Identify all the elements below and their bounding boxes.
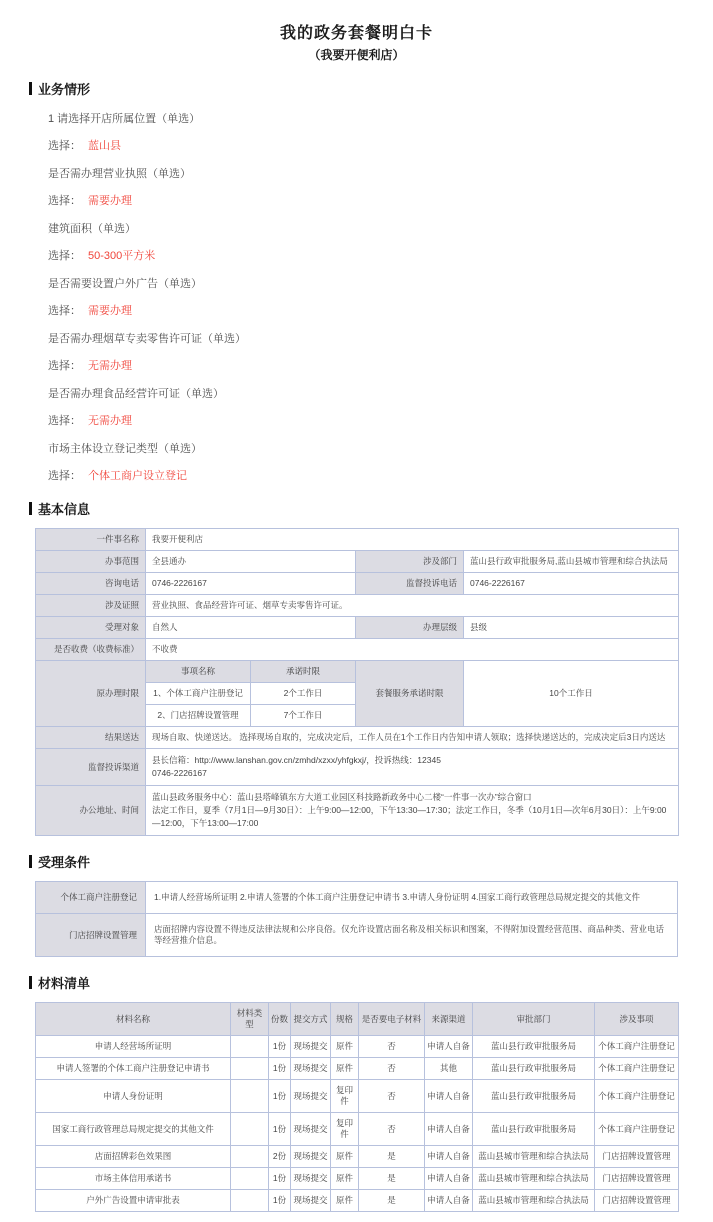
label-cell: 受理对象 — [36, 617, 146, 639]
section-business-title: 业务情形 — [38, 82, 91, 97]
cell: 否 — [359, 1080, 425, 1113]
question-food-license: 是否需办理食品经营许可证（单选） — [48, 388, 224, 400]
answer-prefix: 选择： — [48, 360, 81, 372]
section-acceptance-title: 受理条件 — [38, 855, 91, 870]
cell: 申请人签署的个体工商户注册登记申请书 — [36, 1058, 231, 1080]
answer-prefix: 选择： — [48, 250, 81, 262]
cell: 蓝山县城市管理和综合执法局 — [473, 1146, 595, 1168]
cell: 1份 — [269, 1036, 291, 1058]
label-cell: 原办理时限 — [36, 661, 146, 727]
section-bar-icon — [29, 82, 32, 95]
cell: 1份 — [269, 1113, 291, 1146]
value-cell: 现场自取、快递送达。 选择现场自取的，完成决定后，工作人员在1个工作日内告知申请人领取；选择快递送达的，完成决定后3日内送达 — [146, 727, 679, 749]
table-row — [36, 661, 679, 683]
cell: 原件 — [331, 1146, 359, 1168]
question-outdoor-ad: 是否需要设置户外广告（单选） — [48, 278, 202, 290]
cell: 现场提交 — [291, 1190, 331, 1212]
section-materials-title: 材料清单 — [38, 976, 91, 991]
answer-prefix: 选择： — [48, 305, 81, 317]
value-cell: 0746-2226167 — [464, 573, 679, 595]
header-cell: 涉及事项 — [595, 1003, 679, 1036]
cell: 现场提交 — [291, 1058, 331, 1080]
value-cell: 1、个体工商户注册登记 — [146, 683, 251, 705]
cell: 蓝山县行政审批服务局 — [473, 1113, 595, 1146]
label-cell: 办公地址、时间 — [36, 786, 146, 836]
table-row — [36, 1146, 679, 1168]
complaint-phone-line: 0746-2226167 — [152, 768, 207, 778]
cell: 原件 — [331, 1190, 359, 1212]
cell: 1份 — [269, 1080, 291, 1113]
header-cell: 材料名称 — [36, 1003, 231, 1036]
cell: 是 — [359, 1168, 425, 1190]
question-store-location: 1 请选择开店所属位置（单选） — [48, 113, 201, 125]
value-cell: 营业执照、食品经营许可证、烟草专卖零售许可证。 — [146, 595, 679, 617]
section-materials — [29, 973, 678, 992]
label-cell: 结果送达 — [36, 727, 146, 749]
value-cell: 自然人 — [146, 617, 356, 639]
label-cell: 一件事名称 — [36, 529, 146, 551]
table-row — [36, 617, 679, 639]
table-row — [36, 595, 679, 617]
cell: 门店招牌设置管理 — [595, 1168, 679, 1190]
acceptance-table — [35, 881, 678, 957]
cell: 申请人自备 — [425, 1168, 473, 1190]
answer-value: 个体工商户设立登记 — [88, 470, 187, 482]
cell: 蓝山县行政审批服务局 — [473, 1036, 595, 1058]
cell: 店面招牌彩色效果图 — [36, 1146, 231, 1168]
answer-line — [48, 414, 678, 428]
cell — [231, 1113, 269, 1146]
table-row — [36, 1190, 679, 1212]
cell: 户外广告设置申请审批表 — [36, 1190, 231, 1212]
page-header — [35, 20, 678, 63]
answer-line — [48, 469, 678, 483]
complaint-url-line: 县长信箱：http://www.lanshan.gov.cn/zmhd/xzxx/yhfgkxj/，投诉热线：12345 — [152, 755, 441, 765]
label-cell: 涉及证照 — [36, 595, 146, 617]
value-cell: 10个工作日 — [464, 661, 679, 727]
answer-value: 无需办理 — [88, 415, 132, 427]
section-basic-title: 基本信息 — [38, 502, 91, 517]
label-cell: 个体工商户注册登记 — [36, 882, 146, 914]
cell: 个体工商户注册登记 — [595, 1080, 679, 1113]
table-row — [36, 551, 679, 573]
cell — [231, 1168, 269, 1190]
header-cell: 份数 — [269, 1003, 291, 1036]
value-cell: 店面招牌内容设置不得违反法律法规和公序良俗。仅允许设置店面名称及相关标识和图案，不得附加设置经营范围、商品种类、营业电话等经营推介信息。 — [146, 914, 678, 957]
section-basic — [29, 499, 678, 518]
table-row — [36, 1058, 679, 1080]
question-registration-type: 市场主体设立登记类型（单选） — [48, 443, 202, 455]
cell: 否 — [359, 1036, 425, 1058]
page-title: 我的政务套餐明白卡 — [279, 25, 433, 42]
answer-line — [48, 304, 678, 318]
cell — [231, 1190, 269, 1212]
cell: 复印件 — [331, 1113, 359, 1146]
value-cell: 7个工作日 — [251, 705, 356, 727]
cell: 现场提交 — [291, 1168, 331, 1190]
header-cell: 提交方式 — [291, 1003, 331, 1036]
cell: 蓝山县城市管理和综合执法局 — [473, 1190, 595, 1212]
value-cell: 我要开便利店 — [146, 529, 679, 551]
cell: 申请人自备 — [425, 1036, 473, 1058]
cell: 1份 — [269, 1168, 291, 1190]
cell: 申请人自备 — [425, 1113, 473, 1146]
table-row — [36, 786, 679, 836]
label-cell: 咨询电话 — [36, 573, 146, 595]
cell: 门店招牌设置管理 — [595, 1190, 679, 1212]
header-cell: 材料类型 — [231, 1003, 269, 1036]
cell: 个体工商户注册登记 — [595, 1058, 679, 1080]
value-cell: 1.申请人经营场所证明 2.申请人签署的个体工商户注册登记申请书 3.申请人身份证明 4.国家工商行政管理总局规定提交的其他文件 — [146, 882, 678, 914]
cell: 复印件 — [331, 1080, 359, 1113]
page-subtitle: （我要开便利店） — [308, 48, 405, 62]
cell: 个体工商户注册登记 — [595, 1113, 679, 1146]
cell: 申请人自备 — [425, 1190, 473, 1212]
question-business-license: 是否需办理营业执照（单选） — [48, 168, 191, 180]
answer-prefix: 选择： — [48, 415, 81, 427]
label-cell: 监督投诉渠道 — [36, 749, 146, 786]
label-cell: 办事范围 — [36, 551, 146, 573]
answer-line — [48, 249, 678, 263]
subheader-cell: 事项名称 — [146, 661, 251, 683]
business-situation-list — [35, 112, 678, 483]
materials-table — [35, 1002, 679, 1212]
table-row — [36, 749, 679, 786]
cell: 否 — [359, 1058, 425, 1080]
value-cell: 蓝山县行政审批服务局,蓝山县城市管理和综合执法局 — [464, 551, 679, 573]
value-cell: 2个工作日 — [251, 683, 356, 705]
cell: 蓝山县行政审批服务局 — [473, 1058, 595, 1080]
answer-value: 无需办理 — [88, 360, 132, 372]
label-cell: 套餐服务承诺时限 — [356, 661, 464, 727]
question-tobacco-license: 是否需办理烟草专卖零售许可证（单选） — [48, 333, 246, 345]
cell: 申请人经营场所证明 — [36, 1036, 231, 1058]
table-row — [36, 1036, 679, 1058]
basic-info-table — [35, 528, 679, 836]
answer-prefix: 选择： — [48, 195, 81, 207]
answer-prefix: 选择： — [48, 470, 81, 482]
cell: 其他 — [425, 1058, 473, 1080]
table-row — [36, 1080, 679, 1113]
cell: 门店招牌设置管理 — [595, 1146, 679, 1168]
office-address-line: 蓝山县政务服务中心：蓝山县塔峰镇东方大道工业园区科技路新政务中心二楼“一件事一次办”综合窗口 — [152, 792, 532, 802]
header-cell: 来源渠道 — [425, 1003, 473, 1036]
table-row — [36, 1168, 679, 1190]
section-bar-icon — [29, 976, 32, 989]
cell: 原件 — [331, 1168, 359, 1190]
label-cell: 门店招牌设置管理 — [36, 914, 146, 957]
answer-prefix: 选择： — [48, 140, 81, 152]
answer-value: 蓝山县 — [88, 140, 121, 152]
answer-line — [48, 194, 678, 208]
table-row — [36, 727, 679, 749]
value-cell: 0746-2226167 — [146, 573, 356, 595]
question-building-area: 建筑面积（单选） — [48, 223, 136, 235]
answer-value: 需要办理 — [88, 195, 132, 207]
cell: 现场提交 — [291, 1080, 331, 1113]
label-cell: 是否收费（收费标准） — [36, 639, 146, 661]
label-cell: 监督投诉电话 — [356, 573, 464, 595]
answer-value: 需要办理 — [88, 305, 132, 317]
table-row — [36, 914, 678, 957]
cell: 申请人自备 — [425, 1146, 473, 1168]
table-row — [36, 639, 679, 661]
value-cell: 2、门店招牌设置管理 — [146, 705, 251, 727]
section-bar-icon — [29, 502, 32, 515]
header-cell: 是否要电子材料 — [359, 1003, 425, 1036]
cell: 个体工商户注册登记 — [595, 1036, 679, 1058]
table-row — [36, 529, 679, 551]
cell: 现场提交 — [291, 1146, 331, 1168]
section-bar-icon — [29, 855, 32, 868]
header-cell: 审批部门 — [473, 1003, 595, 1036]
cell: 否 — [359, 1113, 425, 1146]
cell: 原件 — [331, 1036, 359, 1058]
value-cell: 县级 — [464, 617, 679, 639]
cell: 是 — [359, 1146, 425, 1168]
office-hours-line: 法定工作日，夏季（7月1日—9月30日）：上午9:00—12:00，下午13:30—17:30；法定工作日，冬季（10月1日—次年6月30日）：上午9:00—12:00，下午13:00—17:00 — [152, 805, 667, 828]
value-cell — [146, 749, 679, 786]
cell — [231, 1058, 269, 1080]
answer-line — [48, 359, 678, 373]
section-acceptance — [29, 852, 678, 871]
cell — [231, 1036, 269, 1058]
cell: 申请人自备 — [425, 1080, 473, 1113]
cell: 国家工商行政管理总局规定提交的其他文件 — [36, 1113, 231, 1146]
cell — [231, 1080, 269, 1113]
cell: 蓝山县行政审批服务局 — [473, 1080, 595, 1113]
section-business — [29, 79, 678, 98]
header-cell: 规格 — [331, 1003, 359, 1036]
subheader-cell: 承诺时限 — [251, 661, 356, 683]
cell: 申请人身份证明 — [36, 1080, 231, 1113]
table-row — [36, 573, 679, 595]
cell: 原件 — [331, 1058, 359, 1080]
cell: 现场提交 — [291, 1036, 331, 1058]
cell: 现场提交 — [291, 1113, 331, 1146]
cell: 1份 — [269, 1190, 291, 1212]
value-cell: 全县通办 — [146, 551, 356, 573]
cell — [231, 1146, 269, 1168]
value-cell — [146, 786, 679, 836]
table-row — [36, 1113, 679, 1146]
answer-value: 50-300平方米 — [88, 250, 156, 262]
table-header-row — [36, 1003, 679, 1036]
cell: 是 — [359, 1190, 425, 1212]
cell: 1份 — [269, 1058, 291, 1080]
label-cell: 涉及部门 — [356, 551, 464, 573]
value-cell: 不收费 — [146, 639, 679, 661]
cell: 蓝山县城市管理和综合执法局 — [473, 1168, 595, 1190]
cell: 市场主体信用承诺书 — [36, 1168, 231, 1190]
table-row — [36, 882, 678, 914]
answer-line — [48, 139, 678, 153]
label-cell: 办理层级 — [356, 617, 464, 639]
cell: 2份 — [269, 1146, 291, 1168]
